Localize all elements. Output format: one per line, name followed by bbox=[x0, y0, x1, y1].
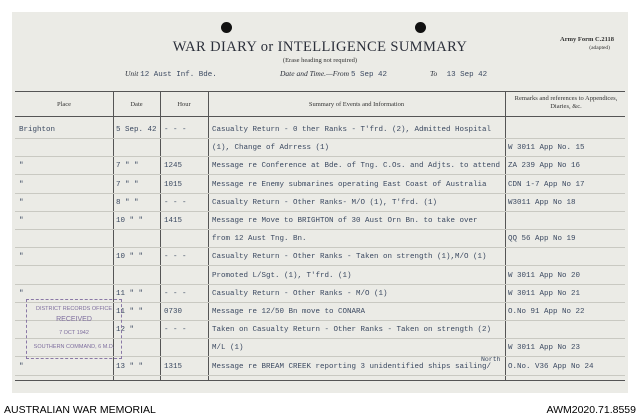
cell-date: 11 " " bbox=[116, 289, 144, 298]
cell-date: 5 Sep. 42 bbox=[116, 126, 157, 134]
cell-place: " bbox=[19, 253, 24, 262]
row-rule bbox=[15, 156, 625, 157]
army-form-number bbox=[560, 36, 614, 52]
cell-summary: Message re Move to BRIGHTON of 30 Aust Orn Bn. to take over bbox=[212, 217, 478, 225]
diary-sheet bbox=[12, 12, 628, 393]
cell-place: " bbox=[19, 217, 24, 225]
cell-hour: 1015 bbox=[164, 180, 183, 189]
unit-field bbox=[125, 69, 217, 81]
cell-place: Brighton bbox=[19, 126, 56, 134]
col-header-remarks: Remarks and references to Appendices, Diaries, &c. bbox=[514, 95, 618, 110]
cell-summary: Message re Enemy submarines operating East Coast of Australia bbox=[212, 180, 487, 189]
row-rule bbox=[15, 284, 625, 285]
form-subtitle: (Erase heading not required) bbox=[282, 57, 358, 64]
cell-date: 7 " " bbox=[116, 180, 139, 189]
cell-summary: Promoted L/Sgt. (1), T'frd. (1) bbox=[212, 271, 352, 280]
cell-summary: from 12 Aust Tng. Bn. bbox=[212, 235, 307, 244]
column-divider bbox=[208, 92, 209, 380]
unit-label: Unit bbox=[125, 69, 139, 78]
cell-remarks: W 3011 App No 20 bbox=[508, 271, 581, 280]
col-header-place: Place bbox=[56, 101, 72, 108]
cell-date: 7 " " bbox=[116, 162, 139, 171]
cell-hour: - - - bbox=[164, 198, 187, 207]
cell-summary: Taken on Casualty Return - Other Ranks - Taken on strength (2) bbox=[212, 326, 492, 335]
cell-summary: Casualty Return - Other Ranks - Taken on strength (1),M/O (1) bbox=[212, 253, 487, 262]
stamp-line: 7 OCT 1942 bbox=[59, 330, 89, 336]
cell-hour: 1315 bbox=[164, 362, 183, 371]
col-header-hour: Hour bbox=[177, 101, 191, 108]
cell-remarks: W 3011 App No. 15 bbox=[508, 144, 585, 153]
col-header-date: Date bbox=[130, 101, 143, 108]
form-title: WAR DIARY or INTELLIGENCE SUMMARY bbox=[172, 39, 468, 55]
row-rule bbox=[15, 265, 625, 266]
unit-value: 12 Aust Inf. Bde. bbox=[140, 71, 217, 79]
cell-place: " bbox=[19, 289, 24, 298]
cell-remarks: ZA 239 App No 16 bbox=[508, 162, 581, 171]
cell-place: " bbox=[19, 180, 24, 189]
date-range-field bbox=[280, 69, 387, 81]
stamp-line: DISTRICT RECORDS OFFICE bbox=[36, 306, 112, 312]
punch-hole bbox=[415, 22, 426, 33]
cell-summary: Message re Conference at Bde. of Tng. C.Os. and Adjts. to attend bbox=[212, 162, 501, 171]
cell-hour: - - - bbox=[164, 126, 187, 134]
cell-summary: Message re BREAM CREEK reporting 3 unidentified ships sailing/ bbox=[212, 362, 492, 371]
army-form-note: (adapted) bbox=[589, 45, 610, 51]
stamp-line: SOUTHERN COMMAND, 6 M.D. bbox=[33, 344, 115, 350]
cell-hour: 1415 bbox=[164, 217, 183, 225]
col-header-summary: Summary of Events and Information bbox=[308, 101, 405, 108]
row-rule bbox=[15, 247, 625, 248]
row-rule bbox=[15, 138, 625, 139]
footer-institution: AUSTRALIAN WAR MEMORIAL bbox=[4, 404, 156, 416]
cell-date: 12 " bbox=[116, 326, 135, 335]
punch-hole bbox=[221, 22, 232, 33]
cell-date: 10 " " bbox=[116, 253, 144, 262]
army-form-label: Army Form C.2118 bbox=[560, 36, 614, 43]
cell-summary: (1), Change of Adrress (1) bbox=[212, 144, 330, 153]
cell-summary: M/L (1) bbox=[212, 344, 244, 353]
row-rule bbox=[15, 211, 625, 212]
cell-place: " bbox=[19, 162, 24, 171]
received-stamp bbox=[26, 299, 122, 359]
cell-summary: Casualty Return - 0 ther Ranks - T'frd. (2), Admitted Hospital bbox=[212, 126, 492, 134]
row-rule bbox=[15, 375, 625, 376]
cell-hour: 0730 bbox=[164, 308, 183, 316]
row-rule bbox=[15, 229, 625, 230]
cell-hour: - - - bbox=[164, 289, 187, 298]
cell-remarks: CDN 1-7 App No 17 bbox=[508, 180, 585, 189]
cell-remarks: W3011 App No 18 bbox=[508, 198, 576, 207]
row-rule bbox=[15, 174, 625, 175]
cell-remarks: W 3011 App No 21 bbox=[508, 289, 581, 298]
cell-date: 13 " " bbox=[116, 362, 144, 371]
cell-hour: 1245 bbox=[164, 162, 183, 171]
to-label: To bbox=[430, 69, 438, 78]
column-divider bbox=[505, 92, 506, 380]
to-field bbox=[430, 69, 487, 81]
column-divider bbox=[160, 92, 161, 380]
cell-note: North bbox=[481, 355, 501, 363]
cell-date: 11 " " bbox=[116, 308, 144, 316]
cell-remarks: O.No 91 App No 22 bbox=[508, 308, 585, 316]
cell-summary: Casualty Return - Other Ranks - M/O (1) bbox=[212, 289, 388, 298]
cell-place: " bbox=[19, 362, 24, 371]
to-value: 13 Sep 42 bbox=[446, 71, 488, 79]
cell-remarks: W 3011 App No 23 bbox=[508, 344, 581, 353]
cell-summary: Casualty Return - Other Ranks- M/O (1), T'frd. (1) bbox=[212, 198, 438, 207]
cell-hour: - - - bbox=[164, 253, 187, 262]
cell-place: " bbox=[19, 198, 24, 207]
cell-remarks: QQ 56 App No 19 bbox=[508, 235, 576, 244]
row-rule bbox=[15, 193, 625, 194]
cell-date: 10 " " bbox=[116, 217, 144, 225]
cell-date: 8 " " bbox=[116, 198, 139, 207]
from-value: 5 Sep 42 bbox=[350, 71, 387, 79]
cell-remarks: O.No. V36 App No 24 bbox=[508, 362, 594, 371]
stamp-line: RECEIVED bbox=[56, 316, 92, 323]
date-label: Date and Time.—From bbox=[280, 69, 350, 78]
cell-hour: - - - bbox=[164, 326, 187, 335]
header-rule bbox=[15, 116, 625, 117]
footer-accession: AWM2020.71.8559 bbox=[546, 404, 636, 416]
cell-summary: Message re 12/50 Bn move to CONARA bbox=[212, 308, 366, 316]
